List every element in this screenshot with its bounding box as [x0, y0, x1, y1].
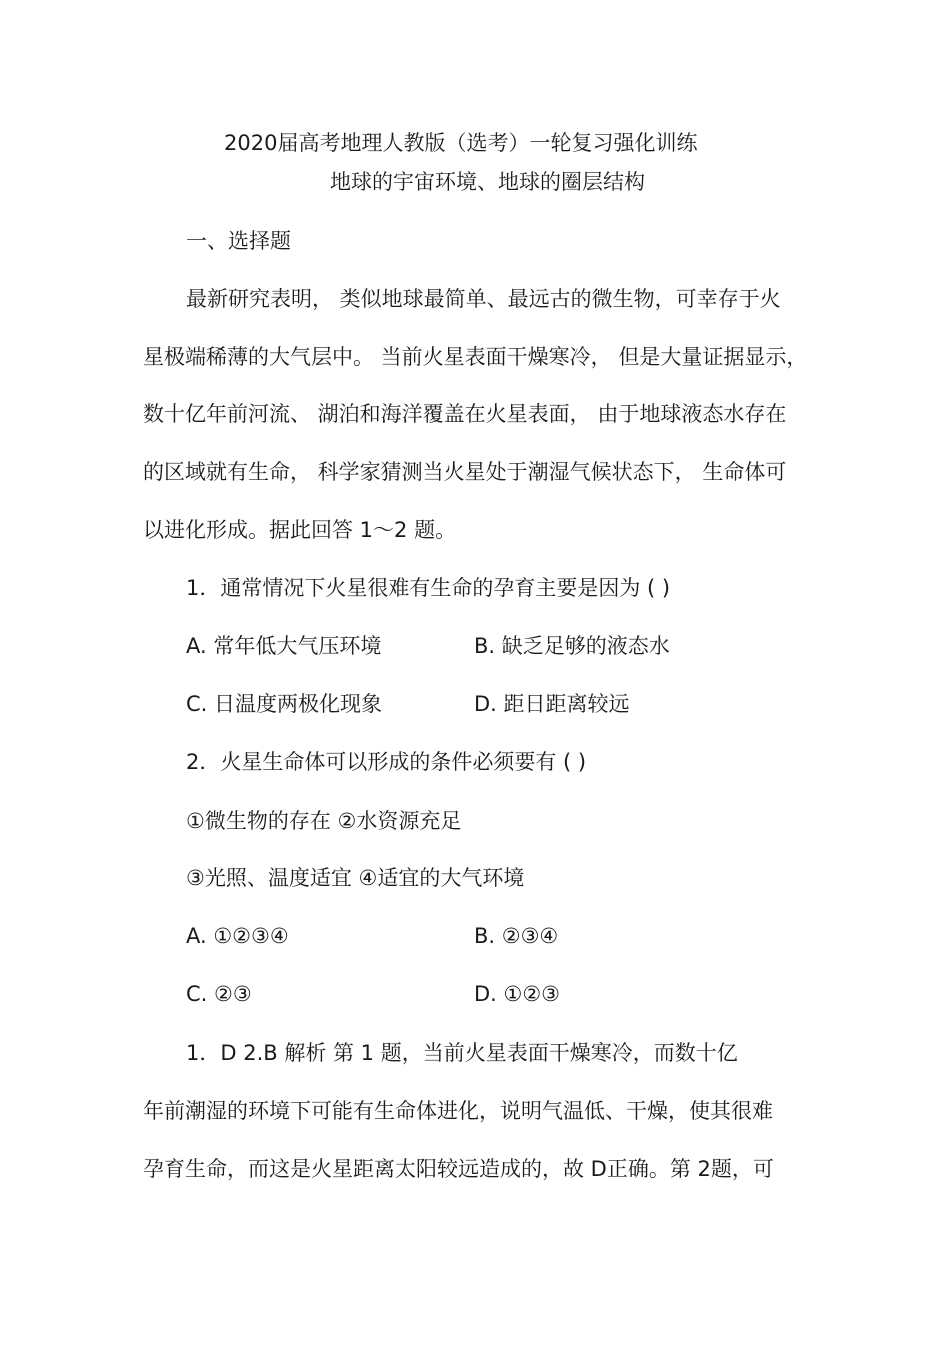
intro-paragraph-line-1: 最新研究表明， 类似地球最简单、最远古的微生物，可幸存于火	[186, 287, 781, 311]
question-2-option-c: C. ②③	[186, 982, 252, 1006]
question-2-conditions-line-2: ③光照、温度适宜 ④适宜的大气环境	[186, 866, 525, 890]
answer-line-2: 年前潮湿的环境下可能有生命体进化，说明气温低、干燥，使其很难	[143, 1099, 773, 1123]
question-2-option-d: D. ①②③	[474, 982, 560, 1006]
document-title-line-2: 地球的宇宙环境、地球的圈层结构	[330, 170, 645, 194]
question-1-option-c: C. 日温度两极化现象	[186, 692, 383, 716]
answer-line-3: 孕育生命，而这是火星距离太阳较远造成的，故 D正确。第 2题，可	[143, 1157, 774, 1181]
intro-paragraph-line-4: 的区域就有生命， 科学家猜测当火星处于潮湿气候状态下， 生命体可	[143, 460, 787, 484]
document-title-line-1: 2020届高考地理人教版（选考）一轮复习强化训练	[224, 131, 698, 155]
question-1-stem: 1．通常情况下火星很难有生命的孕育主要是因为 ( )	[186, 576, 671, 600]
intro-paragraph-line-5: 以进化形成。据此回答 1～2 题。	[143, 518, 457, 542]
answer-line-1: 1．D 2.B 解析 第 1 题，当前火星表面干燥寒冷，而数十亿	[186, 1041, 738, 1065]
question-1-option-d: D. 距日距离较远	[474, 692, 630, 716]
question-2-option-a: A. ①②③④	[186, 924, 289, 948]
question-2-conditions-line-1: ①微生物的存在 ②水资源充足	[186, 809, 462, 833]
intro-paragraph-line-2: 星极端稀薄的大气层中。 当前火星表面干燥寒冷， 但是大量证据显示，	[143, 345, 808, 369]
question-2-option-b: B. ②③④	[474, 924, 559, 948]
intro-paragraph-line-3: 数十亿年前河流、 湖泊和海洋覆盖在火星表面， 由于地球液态水存在	[143, 402, 787, 426]
question-1-option-a: A. 常年低大气压环境	[186, 634, 382, 658]
question-1-option-b: B. 缺乏足够的液态水	[474, 634, 670, 658]
question-2-stem: 2．火星生命体可以形成的条件必须要有 ( )	[186, 750, 587, 774]
section-heading: 一、选择题	[186, 229, 291, 253]
